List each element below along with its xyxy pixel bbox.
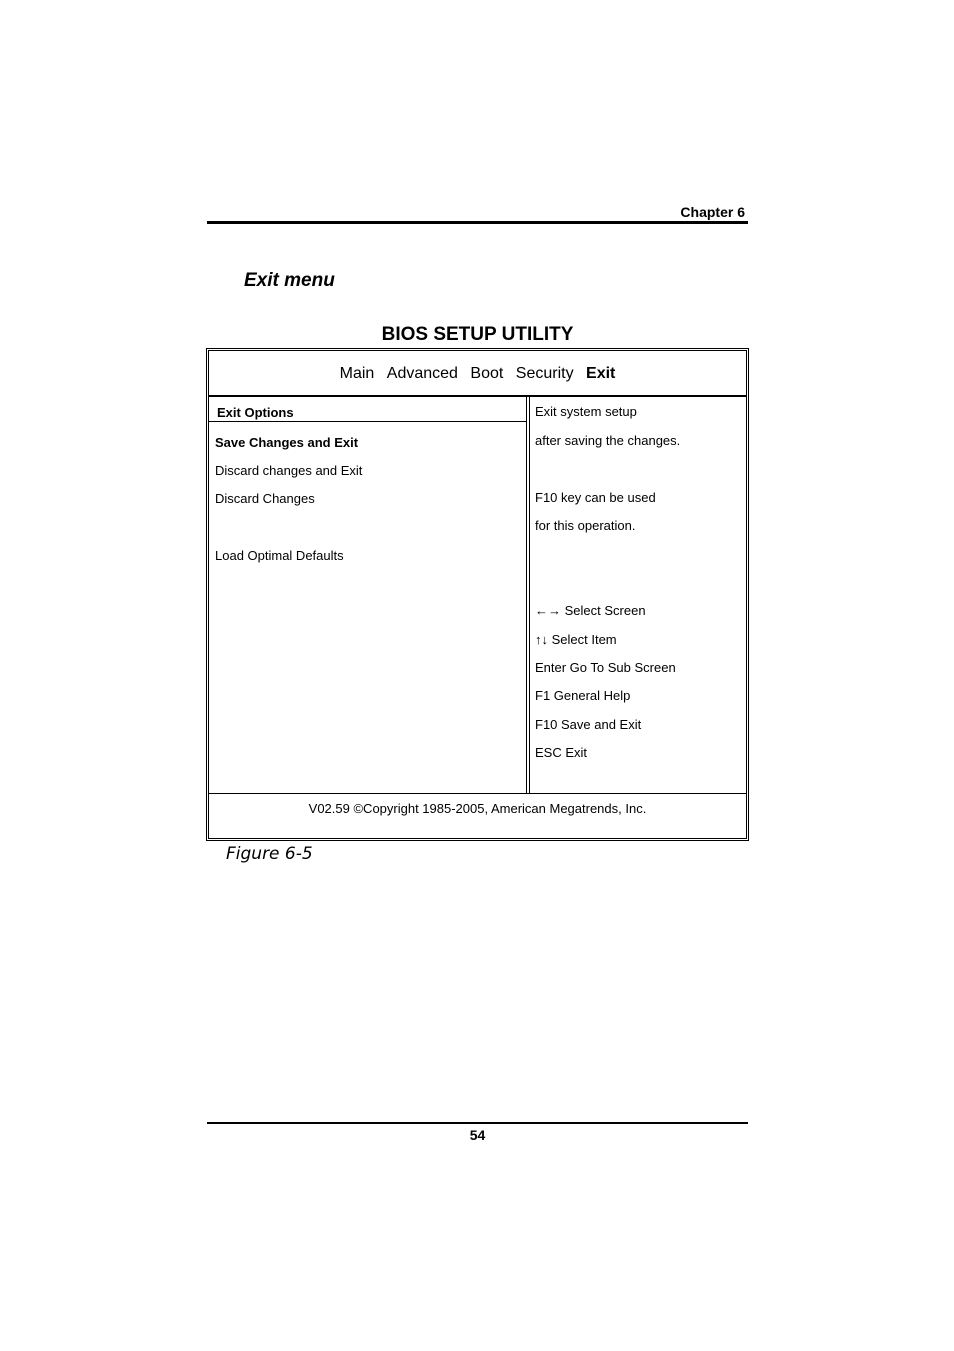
figure-caption: Figure 6-5 (226, 844, 313, 864)
footer-rule (207, 1122, 748, 1124)
option-discard-changes-and-exit[interactable]: Discard changes and Exit (215, 463, 363, 478)
bios-footer (209, 793, 746, 839)
option-save-changes-and-exit[interactable]: Save Changes and Exit (215, 435, 359, 450)
menu-tab-security[interactable]: Security (515, 365, 574, 382)
options-panel (209, 397, 527, 793)
option-discard-changes[interactable]: Discard Changes (215, 491, 315, 506)
menu-tab-exit[interactable]: Exit (586, 365, 616, 382)
bios-menubar (209, 351, 746, 397)
menu-tab-main[interactable]: Main (339, 365, 375, 382)
chapter-label: Chapter 6 (680, 204, 745, 220)
options-header (209, 397, 526, 422)
help-line: after saving the changes. (535, 433, 681, 448)
key-hint-select-screen: ←→ Select Screen (535, 603, 646, 618)
options-header-label: Exit Options (217, 405, 294, 420)
help-line: Exit system setup (535, 404, 637, 419)
copyright-text: V02.59 ©Copyright 1985-2005, American Megatrends, Inc. (308, 801, 647, 816)
key-hint-select-item: ↑↓ Select Item (535, 632, 617, 647)
key-hint-esc: ESC Exit (535, 745, 588, 760)
key-hint-f10: F10 Save and Exit (535, 717, 642, 732)
panel-divider (529, 397, 530, 793)
bios-screen (208, 350, 747, 839)
menu-tab-boot[interactable]: Boot (470, 365, 504, 382)
help-line: F10 key can be used (535, 490, 656, 505)
header-rule (207, 221, 748, 224)
section-title: Exit menu (244, 270, 335, 291)
key-hint-enter: Enter Go To Sub Screen (535, 660, 676, 675)
bios-title: BIOS SETUP UTILITY (381, 324, 574, 345)
option-load-optimal-defaults[interactable]: Load Optimal Defaults (215, 548, 344, 563)
key-hint-f1: F1 General Help (535, 688, 631, 703)
menu-tab-advanced[interactable]: Advanced (386, 365, 458, 382)
help-panel (535, 397, 745, 793)
help-line: for this operation. (535, 518, 636, 533)
page-number: 54 (469, 1127, 486, 1143)
